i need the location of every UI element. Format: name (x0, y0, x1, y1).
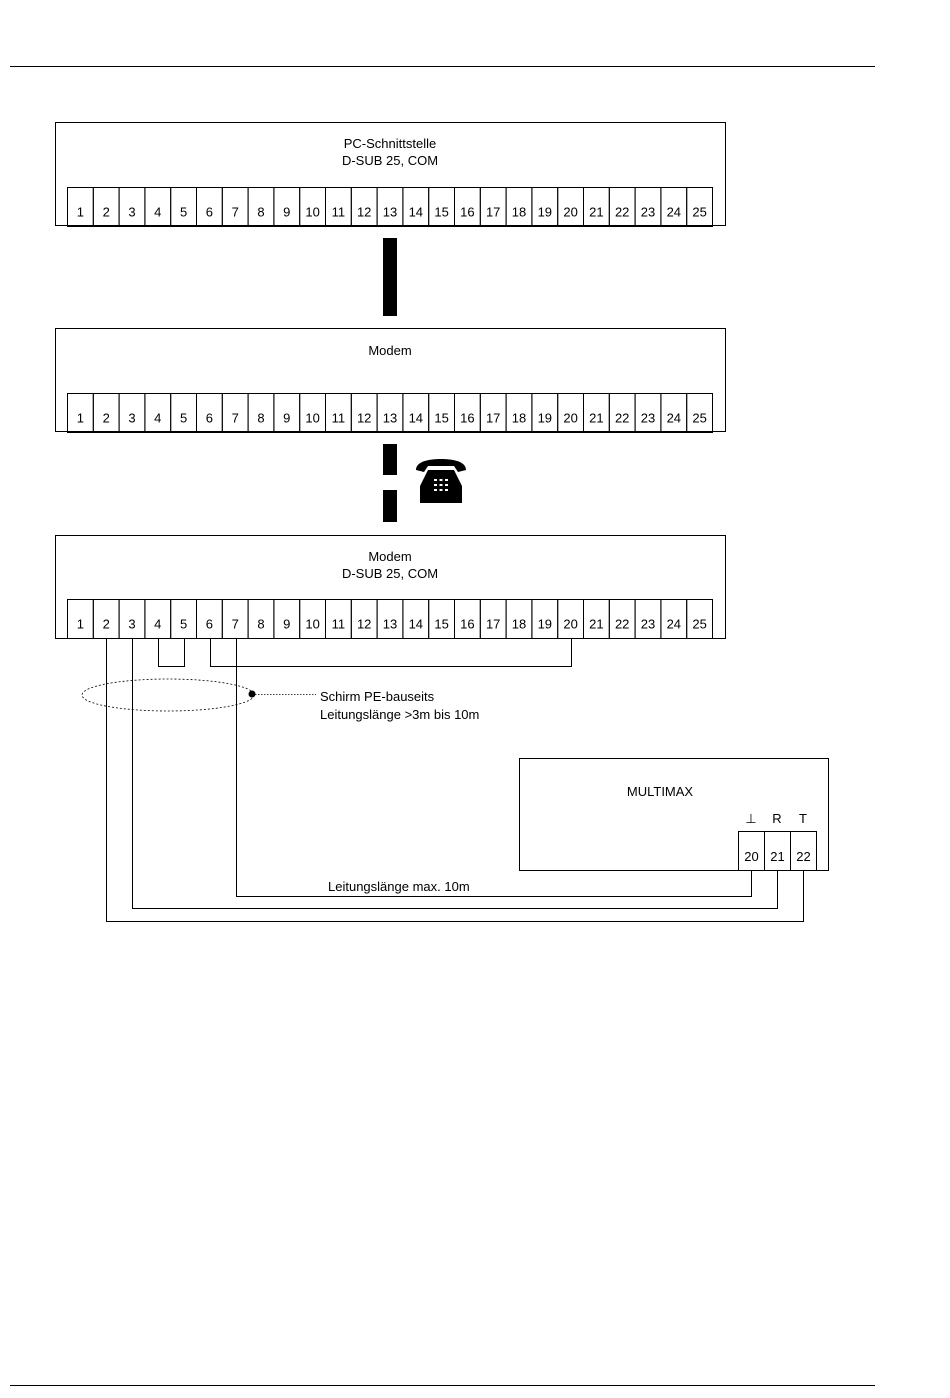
modem-local-pin-17: 17 (485, 410, 501, 426)
modem-remote-pin-15: 15 (434, 616, 449, 632)
modem-local-pin-10: 10 (305, 410, 320, 426)
modem-local-pin-12: 12 (356, 410, 372, 426)
wire-pin3-to-terminal21 (133, 638, 778, 909)
modem-remote-block (56, 536, 726, 639)
pc-interface-pin-1: 1 (76, 204, 85, 220)
modem-remote-pin-19: 19 (537, 616, 553, 632)
pc-interface-pin-22: 22 (614, 204, 630, 220)
modem-local-title: Modem (368, 343, 412, 358)
modem-local-pin-row (68, 394, 713, 433)
modem-remote-pin-16: 16 (460, 616, 475, 632)
modem-remote-pin-5: 5 (179, 616, 188, 632)
pc-interface-pin-13: 13 (382, 204, 398, 220)
modem-remote-pin-21: 21 (589, 616, 604, 632)
modem-local-pin-19: 19 (537, 410, 553, 426)
modem-remote-pin-23: 23 (640, 616, 656, 632)
pc-interface-pin-23: 23 (640, 204, 656, 220)
terminal-label-ground: ⊥ (745, 811, 757, 826)
modem-remote-pin-13: 13 (382, 616, 398, 632)
terminal-20: 20 (744, 849, 759, 864)
modem-remote-pin-7: 7 (231, 616, 239, 632)
multimax-title: MULTIMAX (626, 784, 694, 799)
modem-remote-pin-6: 6 (205, 616, 214, 632)
pc-interface-title: PC-Schnittstelle (343, 136, 437, 151)
pc-interface-subtitle: D-SUB 25, COM (341, 153, 439, 168)
pc-interface-pin-4: 4 (154, 204, 162, 220)
bridge-pin6-pin20 (211, 638, 572, 667)
multimax-block (520, 759, 829, 871)
modem-local-pin-21: 21 (589, 410, 604, 426)
pc-interface-pin-14: 14 (408, 204, 424, 220)
terminal-label-r: R (772, 811, 782, 826)
phone-line-segment-bottom (383, 490, 397, 522)
modem-local-pin-5: 5 (179, 410, 188, 426)
modem-remote-pin-10: 10 (305, 616, 320, 632)
pc-interface-pin-6: 6 (205, 204, 214, 220)
modem-local-pin-23: 23 (640, 410, 656, 426)
pc-interface-pin-8: 8 (257, 204, 265, 220)
pc-interface-pin-19: 19 (537, 204, 553, 220)
pc-interface-pin-11: 11 (331, 204, 346, 220)
modem-local-pin-20: 20 (563, 410, 578, 426)
modem-remote-pin-11: 11 (331, 616, 346, 632)
modem-local-pin-7: 7 (231, 410, 239, 426)
modem-local-pin-24: 24 (666, 410, 682, 426)
pc-interface-pin-21: 21 (589, 204, 604, 220)
terminal-22: 22 (796, 849, 811, 864)
modem-local-pin-11: 11 (331, 410, 346, 426)
shield-note-line1: Schirm PE-bauseits (320, 689, 435, 704)
modem-remote-pin-2: 2 (102, 616, 110, 632)
modem-local-pin-8: 8 (257, 410, 265, 426)
modem-remote-pin-12: 12 (356, 616, 372, 632)
pc-interface-pin-row (68, 188, 713, 227)
modem-remote-pin-18: 18 (511, 616, 527, 632)
bridge-pin4-pin5 (159, 638, 185, 667)
modem-remote-pin-8: 8 (257, 616, 265, 632)
modem-local-pin-3: 3 (128, 410, 136, 426)
wire-pin7-to-terminal20 (237, 638, 752, 897)
pc-interface-pin-20: 20 (563, 204, 578, 220)
modem-local-pin-2: 2 (102, 410, 110, 426)
modem-local-pin-4: 4 (154, 410, 162, 426)
modem-remote-pin-14: 14 (408, 616, 424, 632)
modem-remote-pin-24: 24 (666, 616, 682, 632)
shield-ellipse (82, 679, 254, 711)
modem-remote-pin-1: 1 (76, 616, 85, 632)
telephone-icon (416, 459, 466, 503)
pc-interface-block (56, 123, 726, 227)
pc-interface-pin-7: 7 (231, 204, 239, 220)
modem-local-pin-14: 14 (408, 410, 424, 426)
modem-remote-pin-22: 22 (614, 616, 630, 632)
modem-remote-title: Modem (368, 549, 412, 564)
modem-remote-pin-3: 3 (128, 616, 136, 632)
modem-local-pin-9: 9 (283, 410, 291, 426)
shield-note-line2: Leitungslänge >3m bis 10m (320, 707, 480, 722)
terminal-21: 21 (770, 849, 785, 864)
modem-local-pin-6: 6 (205, 410, 214, 426)
terminal-label-t: T (799, 811, 807, 826)
modem-remote-pin-25: 25 (692, 616, 707, 632)
modem-remote-pin-20: 20 (563, 616, 578, 632)
modem-local-block (56, 329, 726, 433)
pc-interface-pin-2: 2 (102, 204, 110, 220)
pc-interface-pin-24: 24 (666, 204, 682, 220)
modem-local-pin-13: 13 (382, 410, 398, 426)
modem-local-pin-25: 25 (692, 410, 707, 426)
pc-interface-pin-25: 25 (692, 204, 707, 220)
pc-interface-pin-18: 18 (511, 204, 527, 220)
pc-interface-pin-12: 12 (356, 204, 372, 220)
pc-interface-pin-9: 9 (283, 204, 291, 220)
modem-remote-pin-row (68, 600, 713, 639)
pc-modem-cable (383, 238, 397, 316)
pc-interface-pin-10: 10 (305, 204, 320, 220)
pc-interface-pin-15: 15 (434, 204, 449, 220)
phone-line-segment-top (383, 444, 397, 475)
modem-local-pin-15: 15 (434, 410, 449, 426)
pc-interface-pin-16: 16 (460, 204, 475, 220)
modem-remote-pin-17: 17 (485, 616, 501, 632)
modem-local-pin-1: 1 (76, 410, 85, 426)
cable-length-note: Leitungslänge max. 10m (328, 879, 470, 894)
modem-local-pin-22: 22 (614, 410, 630, 426)
modem-remote-subtitle: D-SUB 25, COM (341, 566, 439, 581)
modem-remote-pin-4: 4 (154, 616, 162, 632)
pc-interface-pin-5: 5 (179, 204, 188, 220)
pc-interface-pin-17: 17 (485, 204, 501, 220)
pc-interface-pin-3: 3 (128, 204, 136, 220)
modem-remote-pin-9: 9 (283, 616, 291, 632)
shield-ground-dot (249, 691, 256, 698)
modem-local-pin-18: 18 (511, 410, 527, 426)
modem-local-pin-16: 16 (460, 410, 475, 426)
